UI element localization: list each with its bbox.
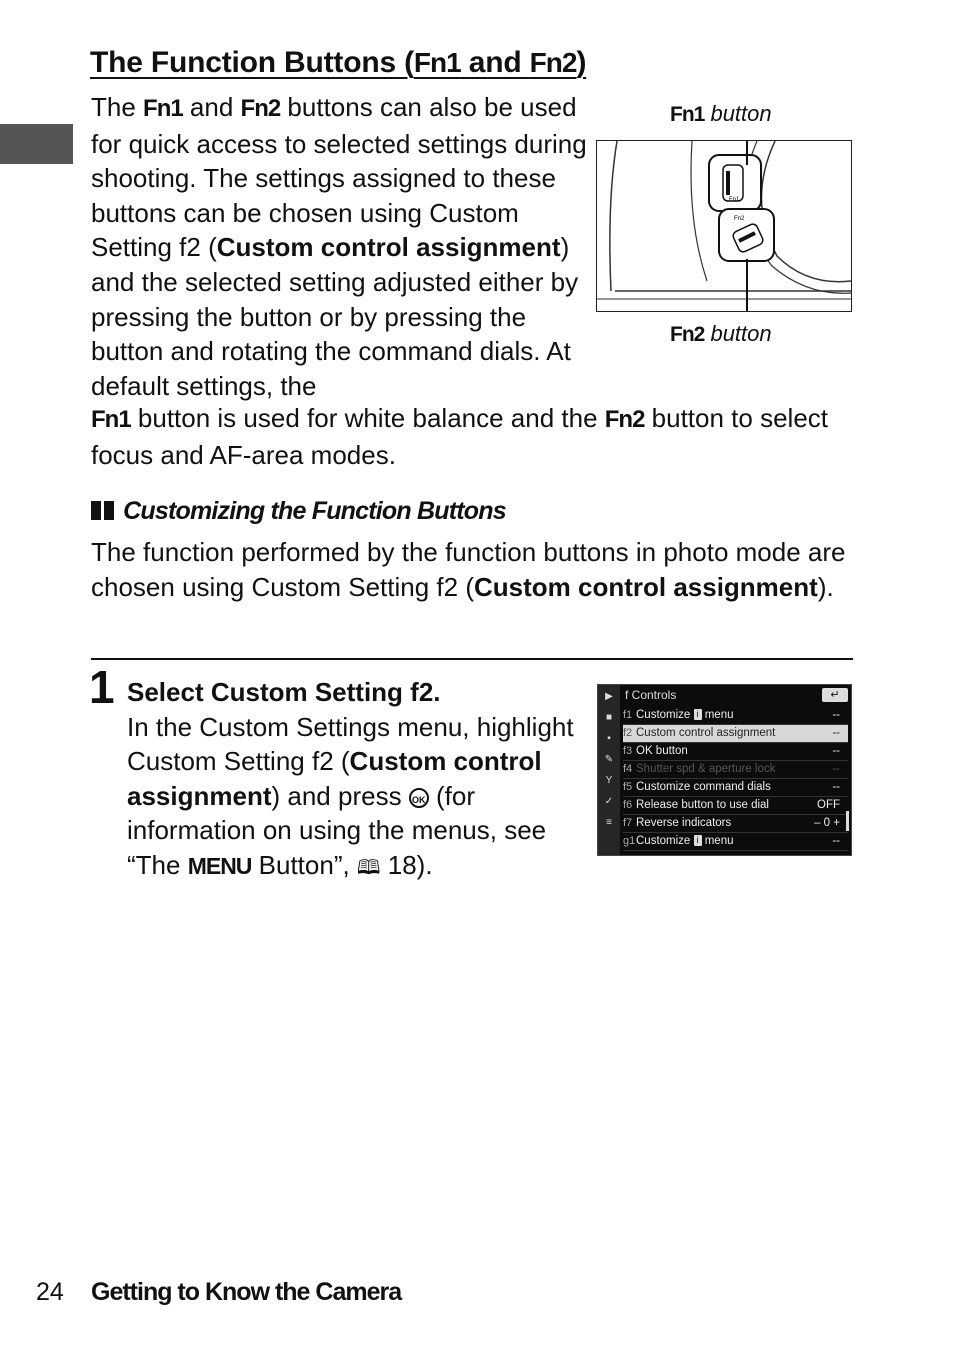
page-reference-icon: 🕮 — [356, 856, 381, 879]
fn1-caption: Fn1 button — [670, 101, 772, 126]
photo-shooting-icon: ■ — [605, 712, 613, 723]
setup-menu-icon: Y — [605, 775, 613, 786]
subheading: Customizing the Function Buttons — [91, 497, 506, 526]
custom-settings-icon: ✎ — [604, 754, 614, 765]
scroll-indicator — [846, 811, 849, 831]
i-button-icon: i — [694, 709, 702, 720]
fn1-label: Fn1 — [729, 197, 740, 203]
customize-paragraph: The function performed by the function buttons in photo mode are chosen using Custom Setting f2 (Custom control assignment). — [91, 537, 846, 602]
menu-row: f6 Release button to use dial OFF — [623, 797, 848, 815]
playback-menu-icon: ▶ — [605, 691, 613, 702]
fn2-caption: Fn2 button — [670, 321, 772, 346]
page-number: 24 — [36, 1278, 64, 1306]
menu-title: f Controls — [625, 688, 677, 702]
menu-button-label: MENU — [187, 852, 252, 879]
menu-row: f7 Reverse indicators – 0 + — [623, 815, 848, 833]
camera-front-drawing — [597, 141, 851, 311]
menu-row: g1Customize i menu -- — [623, 833, 848, 851]
step-heading: Select Custom Setting f2. — [127, 677, 441, 707]
movie-shooting-icon: ▪ — [607, 733, 611, 744]
step-1-text: Select Custom Setting f2. In the Custom Settings menu, highlight Custom Setting f2 (Custom control assignment) and press OK (for information on using the menus, see “The MENU Button”, 🕮 18). — [127, 677, 574, 880]
back-icon: ↵ — [822, 688, 848, 702]
menu-sidebar — [598, 685, 620, 855]
menu-row: f3 OK button -- — [623, 743, 848, 761]
function-buttons-illustration — [596, 140, 852, 312]
i-button-icon: i — [694, 835, 702, 846]
menu-row: f5 Customize command dials -- — [623, 779, 848, 797]
my-menu-icon: ≡ — [606, 817, 612, 828]
intro-paragraph: The Fn1 and Fn2 buttons can also be used for quick access to selected settings during shooting. The settings assigned to these buttons can be chosen using Custom Setting f2 (Custom control assignment) and the selected setting adjusted either by pressing the button or by pressing the button and rotating the command dials. At default settings, the — [91, 92, 587, 401]
retouch-menu-icon: ✓ — [604, 796, 614, 807]
divider — [91, 658, 853, 660]
ok-button-icon: OK — [409, 788, 429, 808]
menu-row-highlighted: f2 Custom control assignment -- — [623, 725, 848, 743]
step-number: 1 — [89, 661, 115, 713]
fn2-label: Fn2 — [734, 216, 745, 222]
chapter-tab — [0, 124, 73, 164]
intro-paragraph-continued: Fn1 button is used for white balance and the Fn2 button to select focus and AF-area modes. — [91, 403, 828, 470]
menu-row: f1 Customize i menu -- — [623, 707, 848, 725]
section-title: Getting to Know the Camera — [91, 1278, 402, 1306]
heading-marker-icon — [91, 501, 101, 520]
menu-row-disabled: f4 Shutter spd & aperture lock -- — [623, 761, 848, 779]
heading-marker-icon — [104, 501, 114, 520]
camera-menu-screen — [597, 684, 852, 856]
page-title: The Function Buttons (Fn1 and Fn2) — [90, 46, 587, 79]
